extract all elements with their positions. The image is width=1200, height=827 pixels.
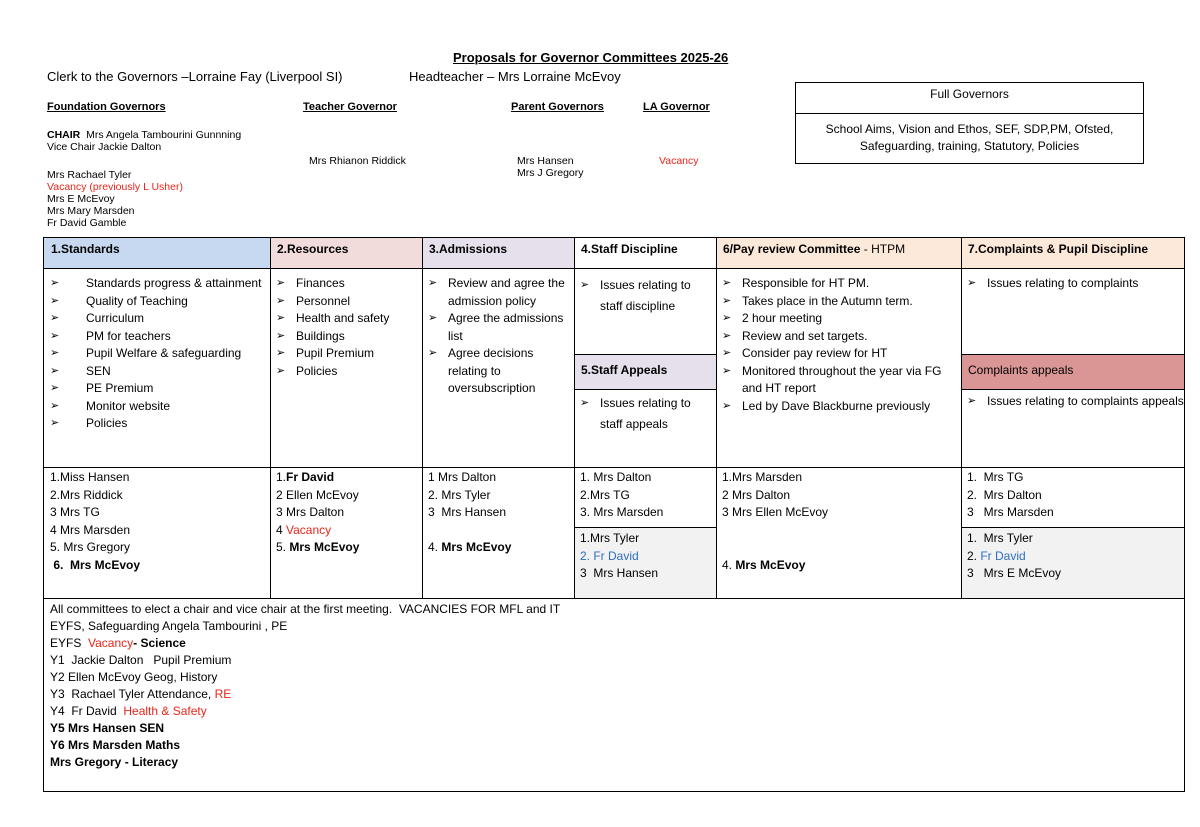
remit-item: ➢ Review and set targets. xyxy=(716,328,961,346)
vice-chair: Vice Chair Jackie Dalton xyxy=(47,141,162,153)
note-subject: - Science xyxy=(133,636,186,650)
remit-item: ➢ Agree the admissions list xyxy=(422,310,572,345)
teacher-header: Teacher Governor xyxy=(303,101,397,113)
member: 3 Mrs TG xyxy=(50,505,100,519)
full-governors-line: School Aims, Vision and Ethos, SEF, SDP,PM, Ofsted, xyxy=(825,122,1114,136)
remit-item: ➢ Monitor website xyxy=(44,398,270,416)
remit-item: ➢ Finances xyxy=(270,275,422,293)
note-line xyxy=(44,703,1184,720)
member: 1.Miss Hansen xyxy=(50,470,130,484)
member: 3 Mrs E McEvoy xyxy=(967,566,1062,580)
member-name: Mrs McEvoy xyxy=(289,540,360,554)
complaints-appeals-header: Complaints appeals xyxy=(961,354,1184,389)
staff-discipline-header: 4.Staff Discipline xyxy=(581,242,678,256)
table-rule xyxy=(44,598,1184,599)
foundation-member: Mrs Mary Marsden xyxy=(47,205,135,217)
member: 2. Mrs Tyler xyxy=(428,487,491,502)
foundation-member: Mrs E McEvoy xyxy=(47,193,115,205)
complaints-appeals-remit xyxy=(961,393,1184,411)
note-line xyxy=(44,686,1184,703)
remit-item: ➢ Pupil Premium xyxy=(270,345,422,363)
remit-item: ➢ Buildings xyxy=(270,328,422,346)
standards-header: 1.Standards xyxy=(44,238,270,268)
table-rule xyxy=(574,238,575,598)
member: 3 Mrs Ellen McEvoy xyxy=(722,505,829,519)
full-governors-title: Full Governors xyxy=(796,83,1143,114)
vacancy-label: Vacancy xyxy=(88,636,134,650)
member: 1 Mrs Dalton xyxy=(428,470,497,484)
foundation-member: Fr David Gamble xyxy=(47,217,127,229)
staff-appeals-remit xyxy=(574,393,716,435)
pay-review-header xyxy=(716,238,961,268)
remit-item: ➢ Led by Dave Blackburne previously xyxy=(716,398,961,416)
member: 6. Mrs McEvoy xyxy=(50,557,141,572)
remit-item: ➢ Standards progress & attainment xyxy=(44,275,270,293)
staff-appeals-header: 5.Staff Appeals xyxy=(574,354,716,389)
member: 3 Mrs Hansen xyxy=(428,505,507,519)
member xyxy=(961,548,1184,566)
note-subject: RE xyxy=(214,687,232,701)
vacancy-label: Vacancy xyxy=(286,522,332,537)
staff-appeals-members xyxy=(574,530,716,583)
member-number: 4. xyxy=(428,539,442,554)
table-rule xyxy=(961,389,1184,390)
notes-section xyxy=(44,601,1184,771)
member-number: 1. xyxy=(276,470,287,484)
remit-item: ➢ Issues relating to staff discipline xyxy=(574,275,716,317)
table-rule xyxy=(270,238,271,598)
standards-members xyxy=(44,469,270,574)
remit-item: ➢ Curriculum xyxy=(44,310,270,328)
remit-item: ➢ Issues relating to staff appeals xyxy=(574,393,716,435)
pay-review-remit xyxy=(716,275,961,415)
member: 2.Mrs TG xyxy=(580,487,630,502)
member: 2.Mrs Riddick xyxy=(50,487,123,502)
parent-header: Parent Governors xyxy=(511,101,604,113)
note-line: Y6 Mrs Marsden Maths xyxy=(50,738,181,752)
note-line: All committees to elect a chair and vice chair at the first meeting. VACANCIES FOR MFL and IT xyxy=(50,602,561,616)
member-number: 2. xyxy=(967,548,981,563)
chair-line xyxy=(47,130,241,142)
member xyxy=(270,539,422,557)
note-line: Y5 Mrs Hansen SEN xyxy=(50,721,165,735)
table-rule xyxy=(44,467,1184,468)
member: 4 Mrs Marsden xyxy=(50,522,131,537)
note-prefix: EYFS xyxy=(50,636,89,650)
foundation-member: Vacancy (previously L Usher) xyxy=(47,181,183,193)
member: 1.Mrs Marsden xyxy=(722,470,803,484)
headteacher-line: Headteacher – Mrs Lorraine McEvoy xyxy=(409,69,621,84)
staff-discipline-remit xyxy=(574,275,716,317)
remit-item: ➢ PM for teachers xyxy=(44,328,270,346)
remit-item: ➢ Policies xyxy=(44,415,270,433)
remit-item: ➢ Pupil Welfare & safeguarding xyxy=(44,345,270,363)
page-title: Proposals for Governor Committees 2025-26 xyxy=(453,50,729,65)
table-rule xyxy=(574,527,716,528)
remit-item: ➢ Takes place in the Autumn term. xyxy=(716,293,961,311)
member: 3 Mrs Dalton xyxy=(276,505,345,519)
chair-label: CHAIR xyxy=(47,129,81,141)
complaints-header: 7.Complaints & Pupil Discipline xyxy=(961,238,1184,268)
clerk-line: Clerk to the Governors –Lorraine Fay (Liverpool SI) xyxy=(47,69,343,84)
parent-governor-name: Mrs Hansen xyxy=(517,155,574,167)
member-number: 4. xyxy=(722,557,736,572)
resources-header: 2.Resources xyxy=(270,238,422,268)
table-rule xyxy=(574,354,716,355)
remit-item: ➢ Consider pay review for HT xyxy=(716,345,961,363)
remit-item: ➢ Policies xyxy=(270,363,422,381)
member: 1.Mrs Tyler xyxy=(580,531,640,545)
complaints-members xyxy=(961,469,1184,522)
remit-item: ➢ Agree decisions relating to oversubscription xyxy=(422,345,572,398)
member: 2. Fr David xyxy=(580,548,639,563)
table-rule xyxy=(961,354,1184,355)
la-governor-name: Vacancy xyxy=(659,155,699,167)
staff-discipline-members xyxy=(574,469,716,522)
remit-item: ➢ Personnel xyxy=(270,293,422,311)
foundation-header: Foundation Governors xyxy=(47,101,166,113)
full-governors-box xyxy=(795,82,1144,164)
la-header: LA Governor xyxy=(643,101,710,113)
note-line: Y2 Ellen McEvoy Geog, History xyxy=(50,670,218,684)
member-name: Mrs McEvoy xyxy=(735,557,806,572)
table-rule xyxy=(961,238,962,598)
remit-item: ➢ Issues relating to complaints appeals xyxy=(961,393,1184,411)
foundation-member: Mrs Rachael Tyler xyxy=(47,169,132,181)
member: 1. Mrs Tyler xyxy=(967,531,1033,545)
member-name: Mrs McEvoy xyxy=(441,539,512,554)
resources-members xyxy=(270,469,422,557)
admissions-remit xyxy=(422,275,572,398)
table-rule xyxy=(716,238,717,598)
remit-item: ➢ Review and agree the admission policy xyxy=(422,275,572,310)
member: 3 Mrs Hansen xyxy=(580,566,659,580)
member-name: Fr David xyxy=(980,548,1026,563)
note-prefix: Y4 Fr David xyxy=(50,704,124,718)
admissions-members xyxy=(422,469,574,556)
remit-item: ➢ Quality of Teaching xyxy=(44,293,270,311)
member: 1. Mrs TG xyxy=(967,470,1024,484)
full-governors-line: Safeguarding, training, Statutory, Policies xyxy=(859,139,1080,153)
member-number: 5. xyxy=(276,540,290,554)
table-rule xyxy=(422,238,423,598)
member: 3 Mrs Marsden xyxy=(967,505,1054,519)
note-line xyxy=(44,635,1184,652)
pay-review-members xyxy=(716,469,961,574)
member xyxy=(270,469,422,487)
complaints-remit xyxy=(961,275,1184,293)
note-subject: Health & Safety xyxy=(123,704,207,718)
standards-remit xyxy=(44,275,270,433)
full-governors-remit xyxy=(796,114,1143,155)
note-line: Mrs Gregory - Literacy xyxy=(50,755,179,769)
complaints-appeals-members xyxy=(961,530,1184,583)
parent-governor-name: Mrs J Gregory xyxy=(517,167,584,179)
admissions-header: 3.Admissions xyxy=(422,238,574,268)
committees-table xyxy=(43,237,1185,792)
member: 2 Mrs Dalton xyxy=(722,487,791,502)
note-line: Y1 Jackie Dalton Pupil Premium xyxy=(50,653,232,667)
pay-review-title: 6/Pay review Committee xyxy=(723,242,861,256)
member: 5. Mrs Gregory xyxy=(50,540,131,554)
remit-item: ➢ SEN xyxy=(44,363,270,381)
member: 2 Ellen McEvoy xyxy=(276,487,359,502)
remit-item: ➢ Health and safety xyxy=(270,310,422,328)
remit-item: ➢ Responsible for HT PM. xyxy=(716,275,961,293)
member: 1. Mrs Dalton xyxy=(580,470,652,484)
member: 2. Mrs Dalton xyxy=(967,487,1042,502)
table-rule xyxy=(44,268,1184,269)
member xyxy=(716,557,961,575)
note-prefix: Y3 Rachael Tyler Attendance, xyxy=(50,687,215,701)
note-line: EYFS, Safeguarding Angela Tambourini , PE xyxy=(50,619,288,633)
member xyxy=(270,522,422,540)
remit-item: ➢ Issues relating to complaints xyxy=(961,275,1184,293)
member: 3. Mrs Marsden xyxy=(580,505,664,519)
remit-item: ➢ Monitored throughout the year via FG and HT report xyxy=(716,363,961,398)
member-name: Fr David xyxy=(286,470,335,484)
member xyxy=(422,539,574,557)
remit-item: ➢ PE Premium xyxy=(44,380,270,398)
teacher-governor-name: Mrs Rhianon Riddick xyxy=(309,155,406,167)
chair-name: Mrs Angela Tambourini Gunnning xyxy=(86,129,242,141)
resources-remit xyxy=(270,275,422,380)
table-rule xyxy=(574,389,716,390)
pay-review-subtitle: - HTPM xyxy=(860,242,906,256)
table-rule xyxy=(961,527,1184,528)
remit-item: ➢ 2 hour meeting xyxy=(716,310,961,328)
member-number: 4 xyxy=(276,522,287,537)
